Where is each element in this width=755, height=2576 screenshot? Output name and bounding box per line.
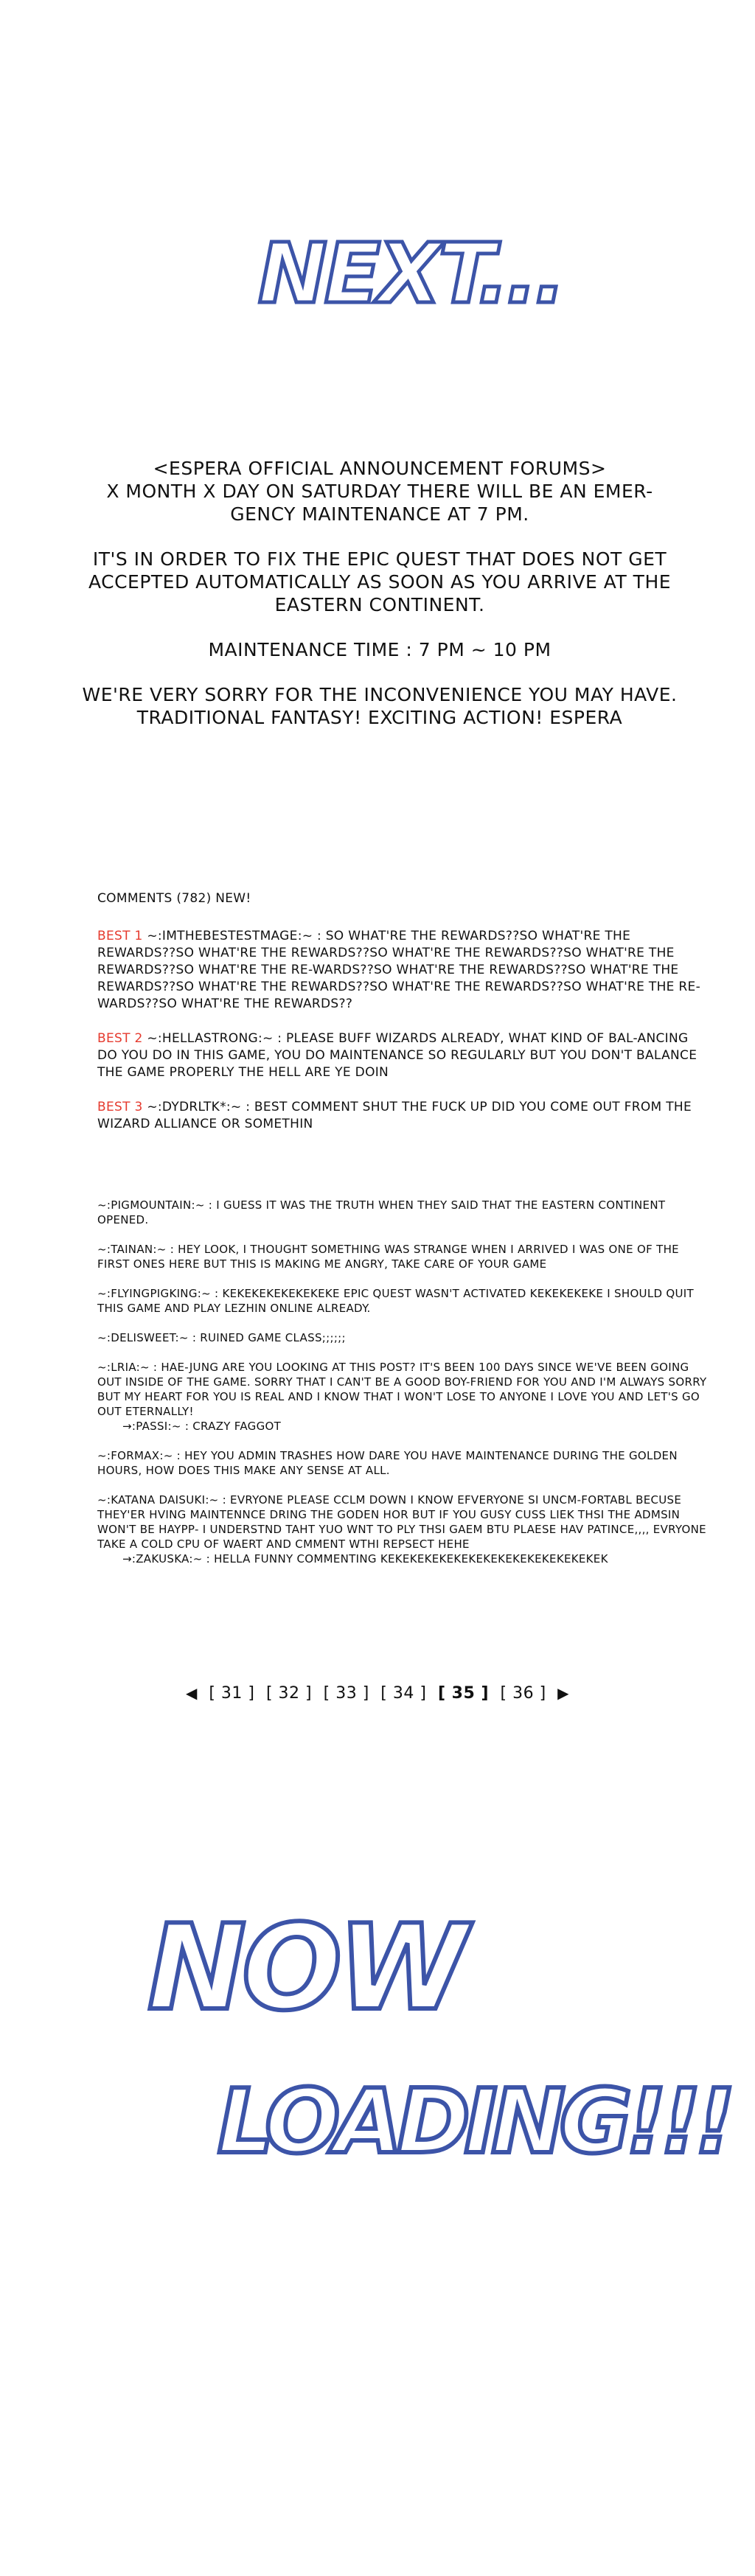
reply-text: : HELLA FUNNY COMMENTING KEKEKEKEKEKEKEKEKEKEKEKEKEKEKEK: [202, 1552, 608, 1566]
reply-user[interactable]: →:PASSI:~: [122, 1420, 181, 1433]
best-comment: [97, 928, 709, 1013]
best-comment: [97, 1030, 709, 1081]
reply-text: : CRAZY FAGGOT: [181, 1420, 282, 1433]
regular-comments: [97, 1198, 709, 1566]
page-link[interactable]: [ 34 ]: [380, 1684, 427, 1703]
comment-text: : BEST COMMENT SHUT THE FUCK UP DID YOU COME OUT FROM THE WIZARD ALLIANCE OR SOMETHIN: [97, 1100, 692, 1131]
now-title-text: NOW: [147, 1899, 464, 2036]
comment-text: : KEKEKEKEKEKEKEKE EPIC QUEST WASN'T ACTIVATED KEKEKEKEKE I SHOULD QUIT THIS GAME AND PLAY LEZHIN ONLINE ALREADY.: [97, 1287, 694, 1315]
comment-item: [97, 1493, 709, 1566]
best-label: BEST 1: [97, 929, 143, 943]
comment-user[interactable]: ~:IMTHEBESTESTMAGE:~: [147, 929, 313, 943]
comment-text: : HAE-JUNG ARE YOU LOOKING AT THIS POST? IT'S BEEN 100 DAYS SINCE WE'VE BEEN GOING OUT INSIDE OF THE GAME. SORRY THAT I CAN'T BE A GOOD BOY-FRIEND FOR YOU AND I'M ALWAYS SORRY BUT MY HEART FOR YOU IS REAL AND I KNOW THAT I WON'T LOSE TO ANYONE I LOVE YOU AND LET'S GO OUT ETERNALLY!: [97, 1361, 707, 1418]
comment-text: : PLEASE BUFF WIZARDS ALREADY, WHAT KIND OF BAL-ANCING DO YOU DO IN THIS GAME, YOU DO MAINTENANCE SO REGULARLY BUT YOU DON'T BALANCE THE GAME PROPERLY THE HELL ARE YE DOIN: [97, 1031, 697, 1080]
comments-header: COMMENTS (782) NEW!: [97, 891, 251, 906]
best-label: BEST 2: [97, 1031, 143, 1046]
page-link[interactable]: [ 31 ]: [209, 1684, 255, 1703]
best-label: BEST 3: [97, 1100, 143, 1114]
announcement-para3: MAINTENANCE TIME : 7 PM ~ 10 PM: [208, 639, 552, 660]
reply-user[interactable]: →:ZAKUSKA:~: [122, 1552, 203, 1566]
current-page: [ 35 ]: [437, 1684, 489, 1703]
page-link[interactable]: [ 33 ]: [323, 1684, 369, 1703]
comment-text: : RUINED GAME CLASS;;;;;;: [188, 1331, 346, 1344]
comment-user[interactable]: ~:FLYINGPIGKING:~: [97, 1287, 211, 1300]
prev-page-icon[interactable]: ◀: [185, 1684, 198, 1702]
next-title-text: NEXT...: [258, 226, 563, 322]
comment-user[interactable]: ~:DELISWEET:~: [97, 1331, 189, 1344]
next-title-art: [251, 210, 563, 322]
comment-user[interactable]: ~:DYDRLTK*:~: [147, 1100, 242, 1114]
comment-reply: [122, 1419, 709, 1434]
comment-user[interactable]: ~:TAINAN:~: [97, 1243, 167, 1256]
comment-item: [97, 1286, 709, 1316]
comment-user[interactable]: ~:FORMAX:~: [97, 1449, 173, 1462]
comment-user[interactable]: ~:PIGMOUNTAIN:~: [97, 1198, 205, 1212]
announcement-line1: X MONTH X DAY ON SATURDAY THERE WILL BE AN EMER-GENCY MAINTENANCE AT 7 PM.: [106, 481, 653, 525]
comment-item: [97, 1360, 709, 1434]
next-page-icon[interactable]: ▶: [557, 1684, 570, 1702]
comment-item: [97, 1242, 709, 1271]
comment-item: [97, 1198, 709, 1227]
comments-section: [97, 890, 709, 1581]
comment-user[interactable]: ~:LRIA:~: [97, 1361, 150, 1374]
comment-item: [97, 1448, 709, 1478]
loading-title-text: LOADING!!!: [218, 2071, 730, 2174]
announcement-para4b: TRADITIONAL FANTASY! EXCITING ACTION! ESPERA: [136, 707, 623, 728]
best-comment: [97, 1099, 709, 1133]
comment-item: [97, 1330, 709, 1345]
announcement-para4a: WE'RE VERY SORRY FOR THE INCONVENIENCE YOU MAY HAVE.: [82, 684, 678, 705]
announcement-heading: <ESPERA OFFICIAL ANNOUNCEMENT FORUMS>: [153, 458, 607, 479]
comment-text: : SO WHAT'RE THE REWARDS??SO WHAT'RE THE REWARDS??SO WHAT'RE THE REWARDS??SO WHAT'RE THE REWARDS??SO WHAT'RE THE REWARDS??SO WHAT'RE THE RE-WARDS??SO WHAT'RE THE REWARDS??SO WHAT'RE THE REWARDS??SO WHAT'RE THE REWARDS??SO WHAT'RE THE REWARDS??SO WHAT'RE THE RE-WARDS??SO WHAT'RE THE REWARDS??: [97, 929, 701, 1011]
page-link[interactable]: [ 32 ]: [265, 1684, 313, 1703]
page-link[interactable]: [ 36 ]: [500, 1684, 546, 1703]
announcement: [81, 457, 678, 751]
comment-text: : EVRYONE PLEASE CCLM DOWN I KNOW EFVERYONE SI UNCM-FORTABL BECUSE THEY'ER HVING MAINTENNCE DRING THE GODEN HOR BUT IF YOU GUSY CUSS LIEK THSI THE ADMSIN WON'T BE HAYPP- I UNDERSTND TAHT YUO WNT TO PLY THSI GAEM BTU PLAESE HAV PATINCE,,,, EVRYONE TAKE A COLD CPU OF WAERT AND CMMENT WTHI REPSECT HEHE: [97, 1493, 706, 1551]
announcement-para2: IT'S IN ORDER TO FIX THE EPIC QUEST THAT DOES NOT GET ACCEPTED AUTOMATICALLY AS SOON AS YOU ARRIVE AT THE EASTERN CONTINENT.: [88, 548, 672, 615]
comment-text: : HEY YOU ADMIN TRASHES HOW DARE YOU HAVE MAINTENANCE DURING THE GOLDEN HOURS, HOW DOES THIS MAKE ANY SENSE AT ALL.: [97, 1449, 678, 1477]
now-loading-title-art: [144, 1883, 730, 2193]
comment-reply: [122, 1551, 709, 1566]
comment-text: : HEY LOOK, I THOUGHT SOMETHING WAS STRANGE WHEN I ARRIVED I WAS ONE OF THE FIRST ONES HERE BUT THIS IS MAKING ME ANGRY, TAKE CARE OF YOUR GAME: [97, 1243, 679, 1271]
comment-user[interactable]: ~:HELLASTRONG:~: [147, 1031, 274, 1046]
comment-user[interactable]: ~:KATANA DAISUKI:~: [97, 1493, 219, 1507]
pagination: [0, 1684, 755, 1703]
comment-text: : I GUESS IT WAS THE TRUTH WHEN THEY SAID THAT THE EASTERN CONTINENT OPENED.: [97, 1198, 666, 1226]
